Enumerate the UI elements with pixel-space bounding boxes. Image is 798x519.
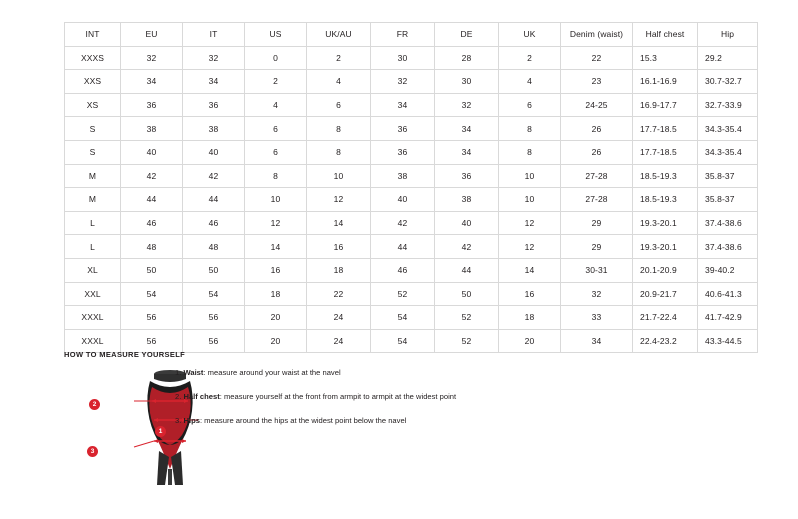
table-cell: 54 bbox=[371, 329, 435, 353]
table-cell: 10 bbox=[499, 164, 561, 188]
step-term: Waist bbox=[183, 368, 204, 377]
table-cell: 18.5-19.3 bbox=[633, 188, 698, 212]
column-header-us: US bbox=[245, 23, 307, 47]
table-cell: 24 bbox=[307, 306, 371, 330]
table-cell: M bbox=[65, 164, 121, 188]
table-cell: 18 bbox=[307, 258, 371, 282]
how-to-measure-title: HOW TO MEASURE YOURSELF bbox=[64, 350, 186, 359]
table-cell: 16 bbox=[245, 258, 307, 282]
table-cell: 34 bbox=[121, 70, 183, 94]
table-cell: 42 bbox=[371, 211, 435, 235]
table-cell: 54 bbox=[371, 306, 435, 330]
table-cell: 19.3-20.1 bbox=[633, 235, 698, 259]
table-cell: 26 bbox=[561, 140, 633, 164]
step-term: Half chest bbox=[183, 392, 220, 401]
table-cell: 20 bbox=[245, 306, 307, 330]
table-cell: 40 bbox=[435, 211, 499, 235]
table-cell: 12 bbox=[499, 211, 561, 235]
table-cell: 43.3-44.5 bbox=[698, 329, 758, 353]
table-cell: 8 bbox=[307, 117, 371, 141]
table-cell: XXXL bbox=[65, 329, 121, 353]
table-cell: 8 bbox=[499, 140, 561, 164]
table-cell: 34 bbox=[435, 117, 499, 141]
table-cell: 10 bbox=[499, 188, 561, 212]
table-cell: 30-31 bbox=[561, 258, 633, 282]
table-cell: 28 bbox=[435, 46, 499, 70]
table-cell: 29.2 bbox=[698, 46, 758, 70]
table-row bbox=[65, 46, 758, 70]
table-cell: 22 bbox=[307, 282, 371, 306]
table-cell: 33 bbox=[561, 306, 633, 330]
table-cell: S bbox=[65, 117, 121, 141]
table-cell: 40 bbox=[371, 188, 435, 212]
step-term: Hips bbox=[183, 416, 200, 425]
table-cell: 22 bbox=[561, 46, 633, 70]
step-number: 3. bbox=[175, 416, 182, 425]
table-cell: 32 bbox=[183, 46, 245, 70]
table-cell: 34.3-35.4 bbox=[698, 117, 758, 141]
column-header-fr: FR bbox=[371, 23, 435, 47]
table-cell: XXXL bbox=[65, 306, 121, 330]
table-cell: 6 bbox=[245, 140, 307, 164]
table-cell: 24-25 bbox=[561, 93, 633, 117]
table-cell: 48 bbox=[121, 235, 183, 259]
table-cell: 18.5-19.3 bbox=[633, 164, 698, 188]
table-cell: 12 bbox=[245, 211, 307, 235]
column-header-half-chest: Half chest bbox=[633, 23, 698, 47]
table-cell: 37.4-38.6 bbox=[698, 235, 758, 259]
table-cell: 34.3-35.4 bbox=[698, 140, 758, 164]
table-cell: L bbox=[65, 211, 121, 235]
table-cell: 52 bbox=[435, 306, 499, 330]
table-cell: 8 bbox=[499, 117, 561, 141]
table-cell: 26 bbox=[561, 117, 633, 141]
table-cell: 17.7-18.5 bbox=[633, 117, 698, 141]
table-cell: 54 bbox=[121, 282, 183, 306]
table-cell: 42 bbox=[121, 164, 183, 188]
table-cell: 40.6-41.3 bbox=[698, 282, 758, 306]
table-cell: 36 bbox=[183, 93, 245, 117]
table-row bbox=[65, 282, 758, 306]
table-cell: 36 bbox=[435, 164, 499, 188]
table-cell: 46 bbox=[183, 211, 245, 235]
table-row bbox=[65, 93, 758, 117]
table-cell: 29 bbox=[561, 211, 633, 235]
column-header-it: IT bbox=[183, 23, 245, 47]
table-cell: 41.7-42.9 bbox=[698, 306, 758, 330]
table-cell: 36 bbox=[371, 140, 435, 164]
table-cell: 6 bbox=[245, 117, 307, 141]
table-cell: 16.9-17.7 bbox=[633, 93, 698, 117]
table-cell: 21.7-22.4 bbox=[633, 306, 698, 330]
table-cell: 32 bbox=[435, 93, 499, 117]
measure-steps bbox=[175, 367, 595, 439]
table-cell: 2 bbox=[499, 46, 561, 70]
column-header-eu: EU bbox=[121, 23, 183, 47]
table-cell: 56 bbox=[183, 306, 245, 330]
table-cell: 40 bbox=[121, 140, 183, 164]
table-cell: 50 bbox=[183, 258, 245, 282]
measure-step bbox=[175, 391, 595, 402]
table-cell: 30 bbox=[435, 70, 499, 94]
table-cell: 38 bbox=[183, 117, 245, 141]
table-cell: 42 bbox=[435, 235, 499, 259]
table-cell: 32.7-33.9 bbox=[698, 93, 758, 117]
table-cell: 16 bbox=[307, 235, 371, 259]
table-cell: 20 bbox=[245, 329, 307, 353]
table-cell: 39-40.2 bbox=[698, 258, 758, 282]
table-cell: 44 bbox=[183, 188, 245, 212]
table-cell: 34 bbox=[371, 93, 435, 117]
table-cell: 34 bbox=[435, 140, 499, 164]
table-cell: 29 bbox=[561, 235, 633, 259]
column-header-int: INT bbox=[65, 23, 121, 47]
table-cell: 30 bbox=[371, 46, 435, 70]
table-cell: 20 bbox=[499, 329, 561, 353]
table-cell: 8 bbox=[245, 164, 307, 188]
table-row bbox=[65, 70, 758, 94]
table-cell: 20.9-21.7 bbox=[633, 282, 698, 306]
step-text: : measure around your waist at the navel bbox=[203, 368, 341, 377]
table-cell: 50 bbox=[435, 282, 499, 306]
table-cell: 52 bbox=[371, 282, 435, 306]
table-cell: 32 bbox=[371, 70, 435, 94]
step-number: 2. bbox=[175, 392, 182, 401]
measure-badge-1: 1 bbox=[155, 426, 166, 437]
table-cell: 14 bbox=[307, 211, 371, 235]
table-cell: S bbox=[65, 140, 121, 164]
table-cell: 16.1-16.9 bbox=[633, 70, 698, 94]
column-header-de: DE bbox=[435, 23, 499, 47]
table-cell: 24 bbox=[307, 329, 371, 353]
table-cell: 22.4-23.2 bbox=[633, 329, 698, 353]
table-cell: XXL bbox=[65, 282, 121, 306]
table-row bbox=[65, 188, 758, 212]
table-cell: XXS bbox=[65, 70, 121, 94]
table-cell: 34 bbox=[561, 329, 633, 353]
table-cell: XL bbox=[65, 258, 121, 282]
table-cell: 35.8-37 bbox=[698, 188, 758, 212]
table-cell: 56 bbox=[121, 329, 183, 353]
table-cell: 27-28 bbox=[561, 164, 633, 188]
table-cell: 54 bbox=[183, 282, 245, 306]
step-number: 1. bbox=[175, 368, 182, 377]
table-cell: L bbox=[65, 235, 121, 259]
table-cell: 32 bbox=[121, 46, 183, 70]
table-cell: 56 bbox=[183, 329, 245, 353]
table-cell: 12 bbox=[307, 188, 371, 212]
table-cell: 8 bbox=[307, 140, 371, 164]
table-cell: 4 bbox=[245, 93, 307, 117]
table-cell: 0 bbox=[245, 46, 307, 70]
table-header bbox=[65, 23, 758, 47]
table-cell: 38 bbox=[371, 164, 435, 188]
step-text: : measure around the hips at the widest point below the navel bbox=[199, 416, 407, 425]
table-row bbox=[65, 211, 758, 235]
table-cell: 2 bbox=[307, 46, 371, 70]
column-header-denim-waist: Denim (waist) bbox=[561, 23, 633, 47]
table-cell: 30.7-32.7 bbox=[698, 70, 758, 94]
table-cell: 46 bbox=[371, 258, 435, 282]
table-cell: 10 bbox=[245, 188, 307, 212]
table-cell: M bbox=[65, 188, 121, 212]
measure-badge-2: 2 bbox=[89, 399, 100, 410]
table-cell: 18 bbox=[245, 282, 307, 306]
column-header-uk: UK bbox=[499, 23, 561, 47]
table-cell: XXXS bbox=[65, 46, 121, 70]
table-cell: 6 bbox=[307, 93, 371, 117]
table-cell: 38 bbox=[121, 117, 183, 141]
table-header-row bbox=[65, 23, 758, 47]
table-cell: 38 bbox=[435, 188, 499, 212]
table-cell: 27-28 bbox=[561, 188, 633, 212]
table-cell: 14 bbox=[245, 235, 307, 259]
step-text: : measure yourself at the front from armpit to armpit at the widest point bbox=[219, 392, 457, 401]
column-header-uk-au: UK/AU bbox=[307, 23, 371, 47]
table-cell: 34 bbox=[183, 70, 245, 94]
table-cell: 44 bbox=[435, 258, 499, 282]
table-row bbox=[65, 306, 758, 330]
table-cell: 36 bbox=[121, 93, 183, 117]
table-cell: 20.1-20.9 bbox=[633, 258, 698, 282]
table-cell: 4 bbox=[307, 70, 371, 94]
table-cell: 48 bbox=[183, 235, 245, 259]
table-cell: 56 bbox=[121, 306, 183, 330]
table-row bbox=[65, 235, 758, 259]
table-cell: 15.3 bbox=[633, 46, 698, 70]
table-cell: 44 bbox=[121, 188, 183, 212]
table-row bbox=[65, 117, 758, 141]
table-cell: 35.8-37 bbox=[698, 164, 758, 188]
table-cell: 14 bbox=[499, 258, 561, 282]
table-row bbox=[65, 258, 758, 282]
measure-badge-3: 3 bbox=[87, 446, 98, 457]
table-cell: 52 bbox=[435, 329, 499, 353]
table-cell: 19.3-20.1 bbox=[633, 211, 698, 235]
table-cell: 36 bbox=[371, 117, 435, 141]
table-cell: 2 bbox=[245, 70, 307, 94]
table-cell: 10 bbox=[307, 164, 371, 188]
table-cell: 23 bbox=[561, 70, 633, 94]
table-cell: 18 bbox=[499, 306, 561, 330]
table-cell: 44 bbox=[371, 235, 435, 259]
table-cell: 40 bbox=[183, 140, 245, 164]
table-cell: 16 bbox=[499, 282, 561, 306]
table-cell: 6 bbox=[499, 93, 561, 117]
table-cell: 42 bbox=[183, 164, 245, 188]
table-cell: XS bbox=[65, 93, 121, 117]
table-cell: 37.4-38.6 bbox=[698, 211, 758, 235]
table-cell: 12 bbox=[499, 235, 561, 259]
measure-step bbox=[175, 367, 595, 378]
table-row bbox=[65, 140, 758, 164]
table-cell: 50 bbox=[121, 258, 183, 282]
table-body bbox=[65, 46, 758, 353]
table-cell: 17.7-18.5 bbox=[633, 140, 698, 164]
table-cell: 4 bbox=[499, 70, 561, 94]
table-row bbox=[65, 164, 758, 188]
measure-step bbox=[175, 415, 595, 426]
size-chart-table bbox=[64, 22, 758, 353]
table-cell: 46 bbox=[121, 211, 183, 235]
column-header-hip: Hip bbox=[698, 23, 758, 47]
table-cell: 32 bbox=[561, 282, 633, 306]
